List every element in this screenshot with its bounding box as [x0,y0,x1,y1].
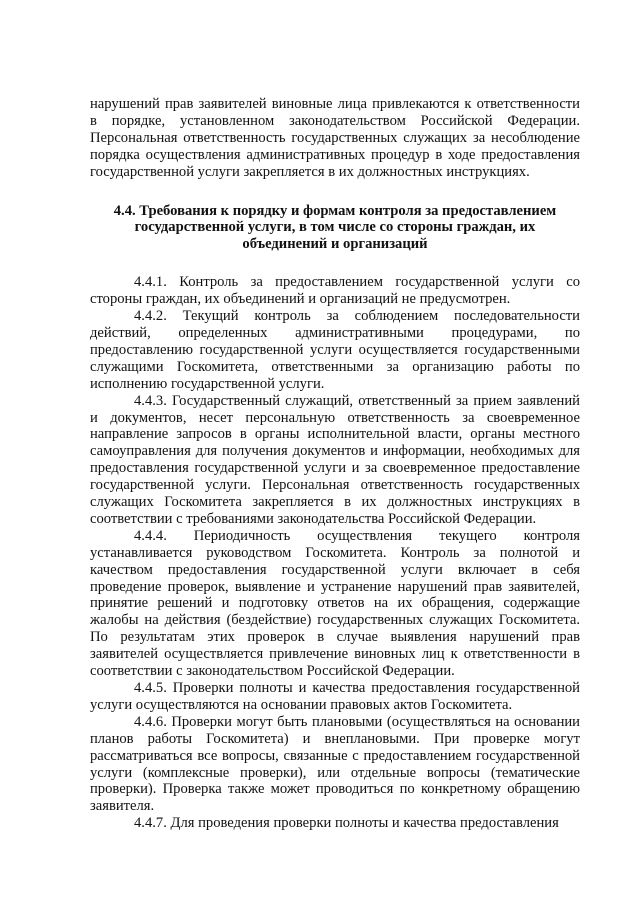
paragraph-4-4-6: 4.4.6. Проверки могут быть плановыми (осуществляться на основании планов работы Госкомитета) и внеплановыми. При проверке могут рассматриваться все вопросы, связанные с предоставлением государственной услуги (комплексные проверки), или отдельные вопросы (тематические проверки). Проверка также может проводиться по конкретному обращению заявителя. [90,713,580,815]
paragraph-4-4-7: 4.4.7. Для проведения проверки полноты и качества предоставления [134,815,559,832]
paragraph-4-4-4: 4.4.4. Периодичность осуществления текущего контроля устанавливается руководством Госкомитета. Контроль за полнотой и качеством предоставления государственной услуги включает в себя проведение проверок, выявление и устранение нарушений прав заявителей, принятие решений и подготовку ответов на их обращения, содержащие жалобы на действия (бездействие) государственных служащих Госкомитета. По результатам этих проверок в случае выявления нарушений прав заявителей осуществляется привлечение виновных лиц к ответственности в соответствии с законодательством Российской Федерации. [90,527,580,680]
section-heading: 4.4. Требования к порядку и формам контроля за предоставлением государственной услуги, в том числе со стороны граждан, их объединений и организаций [113,202,557,253]
intro-paragraph: нарушений прав заявителей виновные лица привлекаются к ответственности в порядке, установленном законодательством Российской Федерации. Персональная ответственность государственных служащих за несоблюдение порядка осуществления административных процедур в ходе предоставления государственной услуги закрепляется в их должностных инструкциях. [90,96,580,180]
paragraph-4-4-2: 4.4.2. Текущий контроль за соблюдением последовательности действий, определенных административными процедурами, по предоставлению государственной услуги осуществляется государственными служащими Госкомитета, ответственными за организацию работы по исполнению государственной услуги. [90,308,580,392]
paragraph-4-4-1: 4.4.1. Контроль за предоставлением государственной услуги со стороны граждан, их объединений и организаций не предусмотрен. [90,274,580,308]
paragraph-4-4-3: 4.4.3. Государственный служащий, ответственный за прием заявлений и документов, несет персональную ответственность за своевременное направление запросов в органы исполнительной власти, органы местного самоуправления для получения документов и информации, необходимых для предоставления государственной услуги и за своевременное предоставление государственной услуги. Персональная ответственность государственных служащих Госкомитета закрепляется в их должностных инструкциях в соответствии с требованиями законодательства Российской Федерации. [90,392,580,527]
paragraph-4-4-5: 4.4.5. Проверки полноты и качества предоставления государственной услуги осуществляются на основании правовых актов Госкомитета. [90,680,580,713]
document-body [90,96,580,832]
